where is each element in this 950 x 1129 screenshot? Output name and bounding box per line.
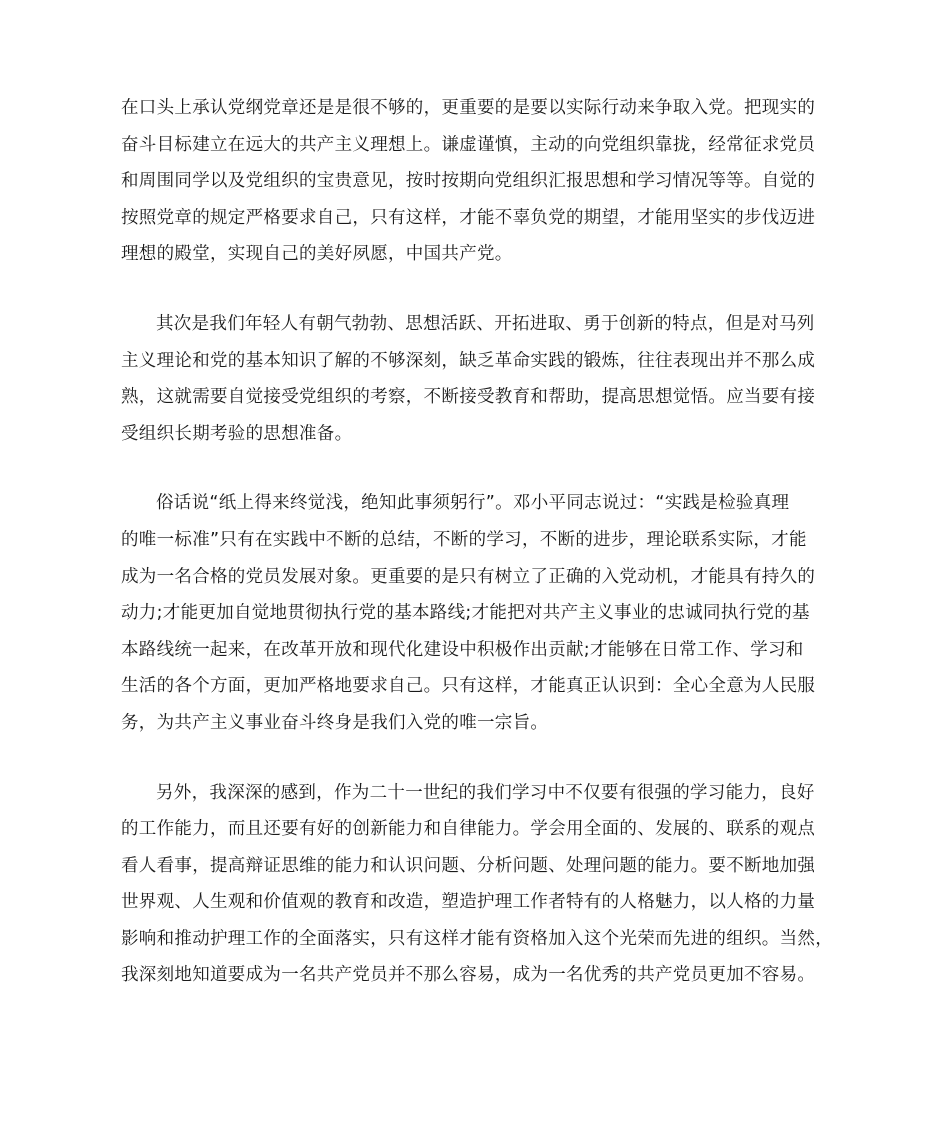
- paragraph-3: [121, 485, 845, 741]
- text-line: 本路线统一起来，在改革开放和现代化建设中积极作出贡献;才能够在日常工作、学习和: [121, 639, 804, 660]
- text-line: 在口头上承认党纲党章还是是很不够的，更重要的是要以实际行动来争取入党。把现实的: [121, 98, 816, 118]
- text-line: 按照党章的规定严格要求自己，只有这样，才能不辜负党的期望，才能用坚实的步伐迈进: [121, 207, 816, 228]
- text-line: 我深刻地知道要成为一名共产党员并不那么容易，成为一名优秀的共产党员更加不容易。: [121, 965, 816, 986]
- text-line: 俗话说“纸上得来终觉浅，绝知此事须躬行”。邓小平同志说过：“实践是检验真理: [156, 493, 790, 514]
- text-line: 主义理论和党的基本知识了解的不够深刻，缺乏革命实践的锻炼，往往表现出并不那么成: [121, 350, 816, 371]
- text-line: 受组织长期考验的思想准备。: [121, 423, 353, 444]
- text-line: 的工作能力，而且还要有好的创新能力和自律能力。学会用全面的、发展的、联系的观点: [121, 819, 816, 840]
- text-line: 奋斗目标建立在远大的共产主义理想上。谦虚谨慎，主动的向党组织靠拢，经常征求党员: [121, 134, 816, 155]
- text-line: 生活的各个方面，更加严格地要求自己。只有这样，才能真正认识到：全心全意为人民服: [121, 676, 816, 697]
- paragraph-1: [121, 90, 845, 273]
- text-line: 成为一名合格的党员发展对象。更重要的是只有树立了正确的入党动机，才能具有持久的: [121, 566, 816, 587]
- paragraph-2: [121, 306, 845, 452]
- text-line: 影响和推动护理工作的全面落实，只有这样才能有资格加入这个光荣而先进的组织。当然，: [121, 928, 833, 949]
- text-line: 世界观、人生观和价值观的教育和改造，塑造护理工作者特有的人格魅力，以人格的力量: [121, 892, 816, 913]
- text-line: 另外，我深深的感到，作为二十一世纪的我们学习中不仅要有很强的学习能力，良好: [156, 782, 815, 803]
- text-line: 其次是我们年轻人有朝气勃勃、思想活跃、开拓进取、勇于创新的特点，但是对马列: [156, 313, 815, 334]
- text-line: 的唯一标准”只有在实践中不断的总结，不断的学习，不断的进步，理论联系实际，才能: [121, 529, 807, 550]
- document-body: [121, 90, 845, 994]
- text-line: 看人看事，提高辩证思维的能力和认识问题、分析问题、处理问题的能力。要不断地加强: [121, 855, 816, 876]
- text-line: 熟，这就需要自觉接受党组织的考察，不断接受教育和帮助，提高思想觉悟。应当要有接: [121, 387, 816, 408]
- text-line: 动力;才能更加自觉地贯彻执行党的基本路线;才能把对共产主义事业的忠诚同执行党的基: [121, 603, 810, 624]
- text-line: 理想的殿堂，实现自己的美好夙愿，中国共产党。: [121, 244, 513, 265]
- text-line: 和周围同学以及党组织的宝贵意见，按时按期向党组织汇报思想和学习情况等等。自觉的: [121, 171, 816, 192]
- text-line: 务，为共产主义事业奋斗终身是我们入党的唯一宗旨。: [121, 712, 549, 733]
- paragraph-4: [121, 775, 845, 995]
